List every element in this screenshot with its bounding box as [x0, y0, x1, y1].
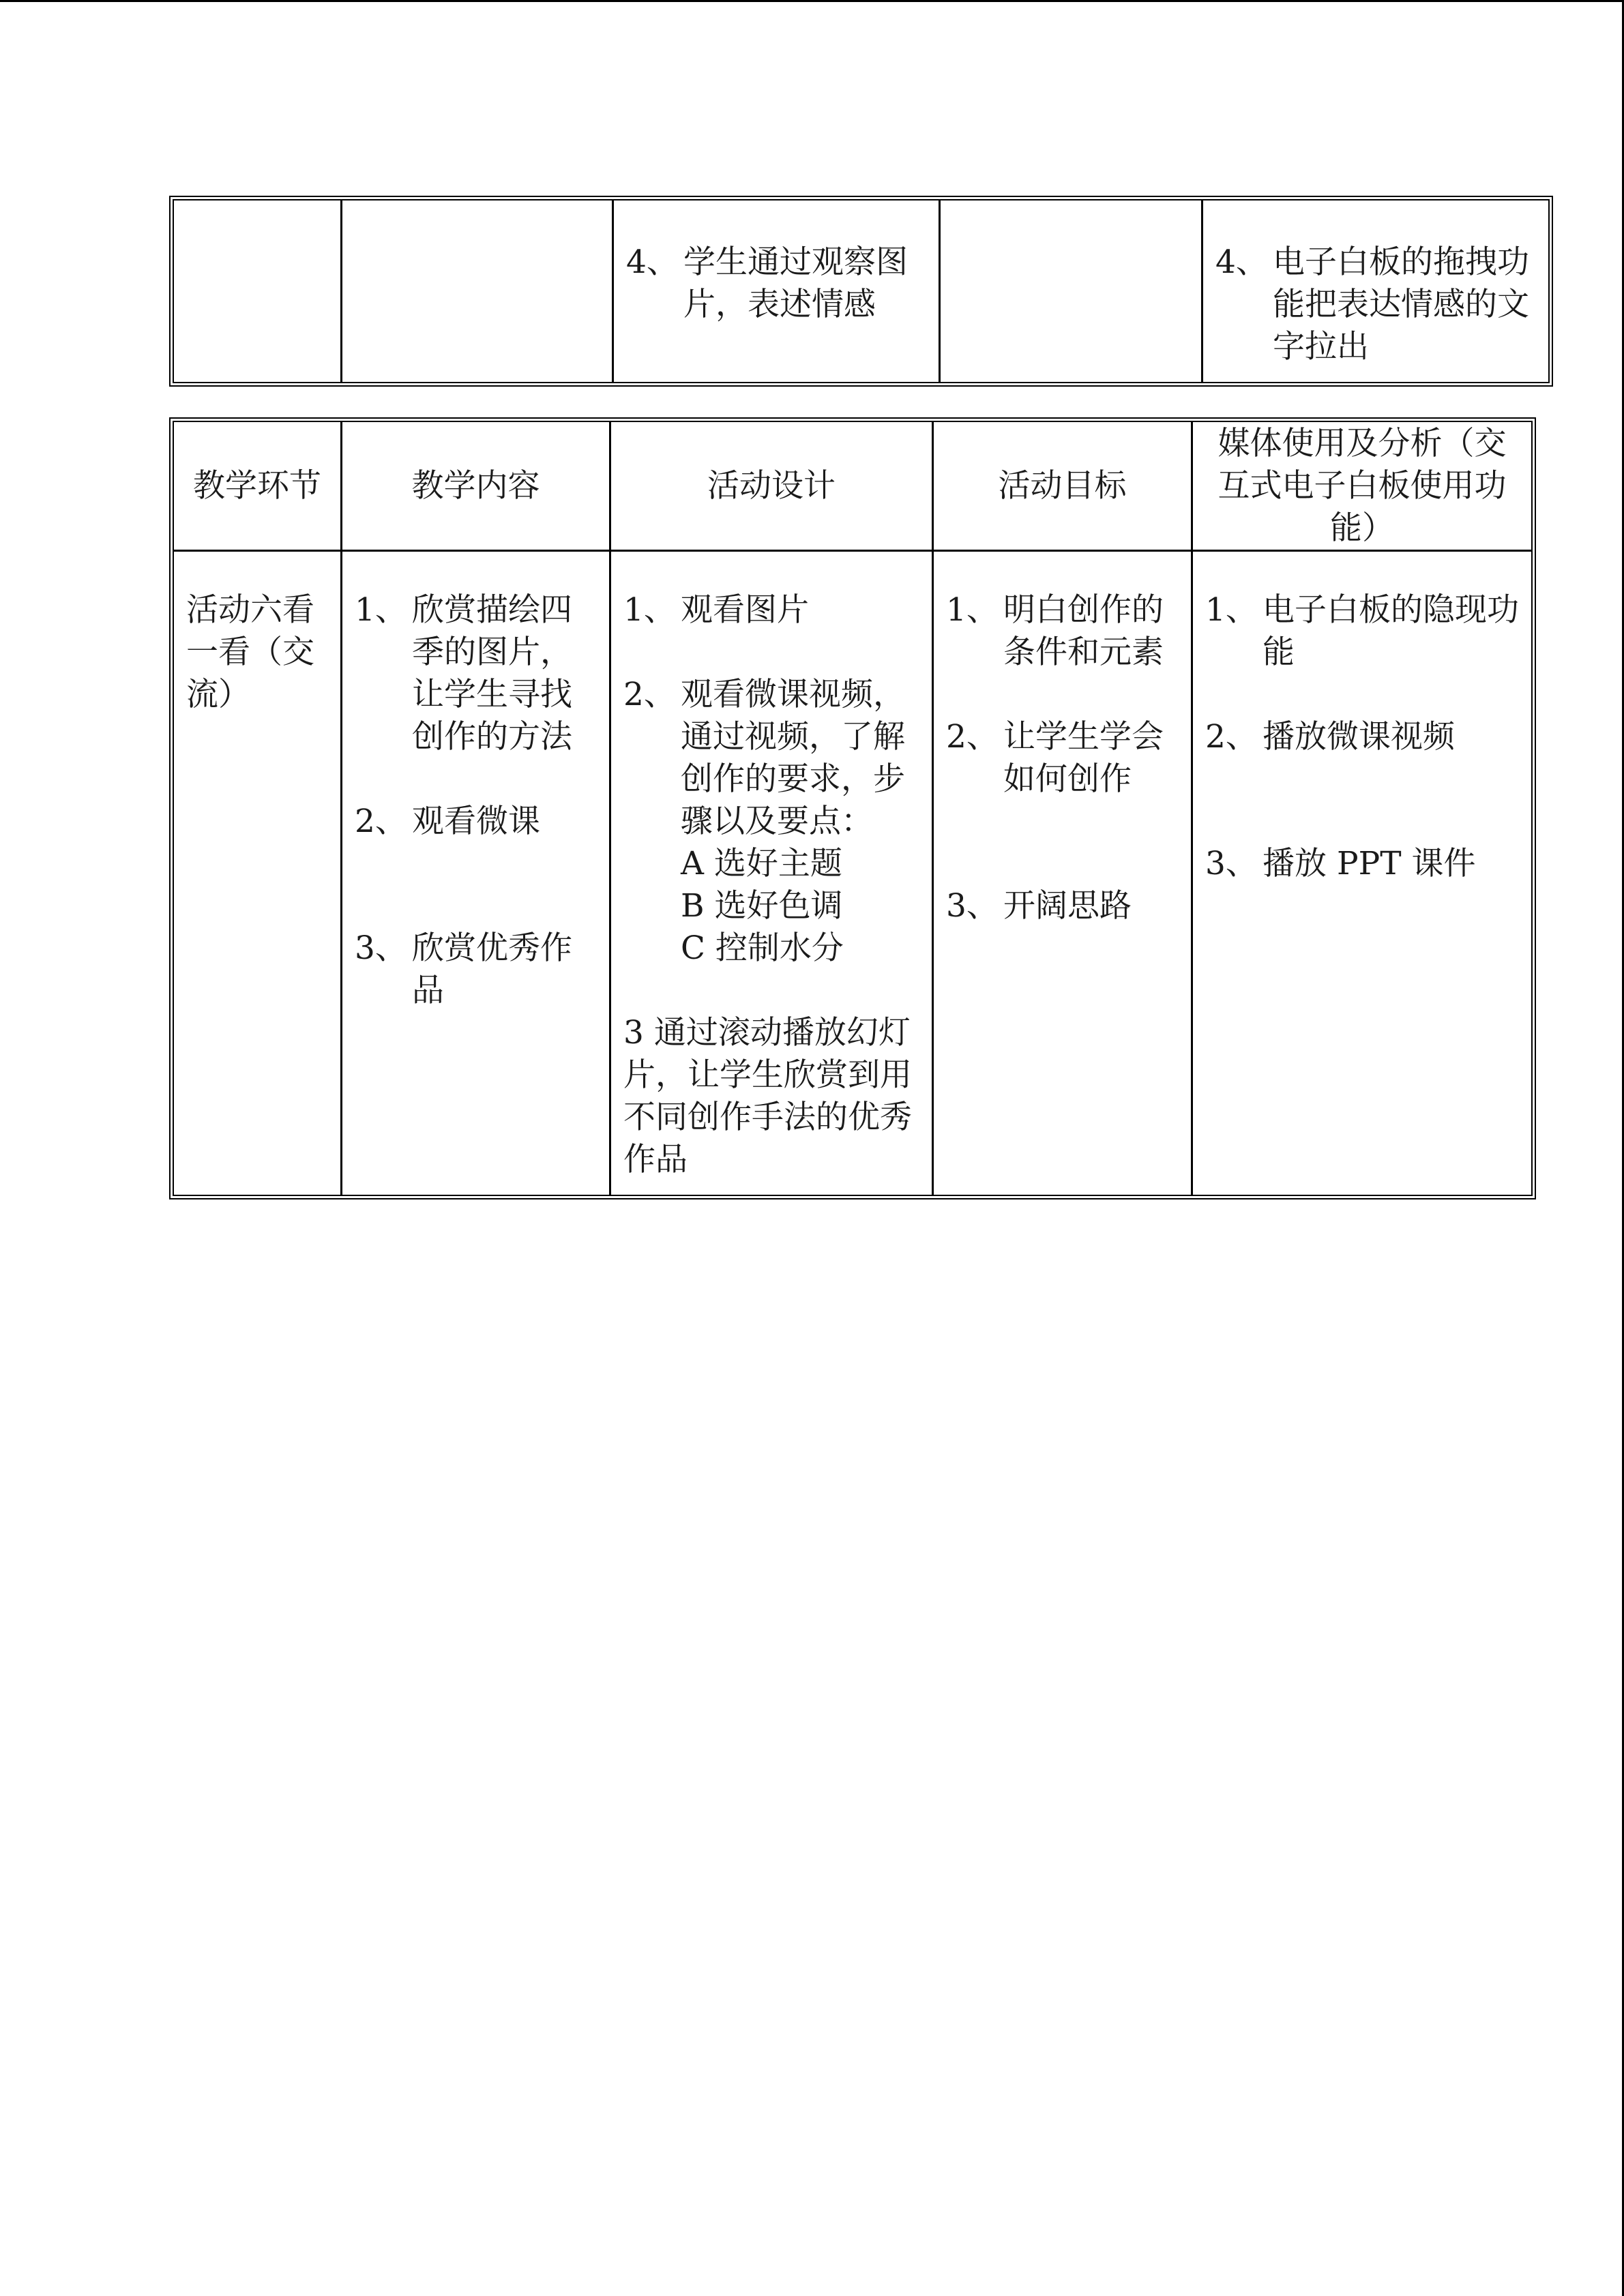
- sub-item: A 选好主题: [681, 845, 842, 882]
- sub-item: B 选好色调: [681, 887, 843, 925]
- list-item: 2、 观看微课视频，通过视频，了解创作的要求，步骤以及要点：: [623, 676, 905, 840]
- list-item: 1、 欣赏描绘四季的图片，让学生寻找创作的方法: [355, 591, 572, 756]
- continuation-table: [173, 199, 1550, 383]
- stage-text: 活动六看一看（交流）: [186, 591, 314, 713]
- lesson-table: [173, 421, 1533, 1196]
- stage-cell: [174, 200, 342, 382]
- list-item: 2、 让学生学会如何创作: [946, 718, 1164, 798]
- stage-cell: [174, 552, 342, 1195]
- goal-cell: [941, 200, 1203, 382]
- design-cell: [614, 200, 941, 382]
- list-item: 4、 电子白板的拖拽功能把表达情感的文字拉出: [1215, 243, 1529, 366]
- list-item: 3、 开阔思路: [946, 887, 1132, 925]
- sub-list: [623, 843, 919, 970]
- header-cell: 活动目标: [934, 422, 1193, 552]
- table-row: [174, 200, 1548, 382]
- sub-item: C 控制水分: [681, 929, 844, 967]
- content-cell: [342, 200, 614, 382]
- list-item: 4、 学生通过观察图片，表述情感: [626, 243, 908, 323]
- goal-cell: [934, 552, 1193, 1195]
- list-item: 1、 观看图片: [623, 591, 809, 629]
- header-cell: [1193, 422, 1531, 552]
- list-item: 3、 欣赏优秀作品: [355, 929, 572, 1009]
- header-cell: 活动设计: [611, 422, 934, 552]
- list-item: 1、 明白创作的条件和元素: [946, 591, 1164, 671]
- header-row: [174, 422, 1531, 552]
- list-item: 1、 电子白板的隐现功能: [1205, 591, 1519, 671]
- header-cell: 教学内容: [342, 422, 611, 552]
- media-cell: [1203, 200, 1548, 382]
- list-item: 3、 播放 PPT 课件: [1205, 845, 1476, 882]
- table-row: [174, 552, 1531, 1195]
- design-tail-text: 3 通过滚动播放幻灯片，让学生欣赏到用不同创作手法的优秀作品: [623, 1014, 912, 1178]
- list-item: 2、 观看微课: [355, 803, 540, 840]
- header-cell: 教学环节: [174, 422, 342, 552]
- content-cell: [342, 552, 611, 1195]
- media-header-text: 媒体使用及分析（交互式电子白板使用功能）: [1217, 424, 1507, 547]
- design-cell: [611, 552, 934, 1195]
- list-item: 2、 播放微课视频: [1205, 718, 1455, 756]
- page-top-border: [0, 0, 1624, 2]
- media-cell: [1193, 552, 1531, 1195]
